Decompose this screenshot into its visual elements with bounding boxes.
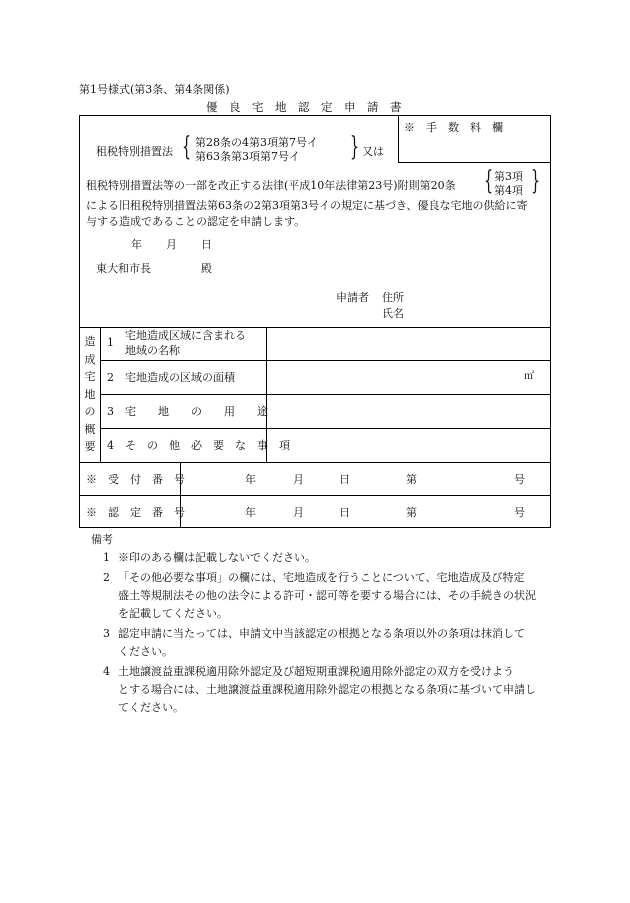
note-4-line2: とする場合には、土地譲渡益重課税適用除外認定の根拠となる条項に基づいて申請し: [118, 683, 536, 696]
note-4-line1: 土地譲渡益重課税適用除外認定及び超短期重課税適用除外認定の双方を受けよう: [118, 665, 514, 678]
row-1-label-line1: 宅地造成区域に含まれる: [125, 329, 246, 342]
row-1-label-line2: 地域の名称: [125, 344, 180, 357]
area-field[interactable]: [267, 361, 550, 393]
body-line-1: 租税特別措置法等の一部を改正する法律(平成10年法律第23号)附則第20条: [86, 179, 456, 192]
form-number: 第1号様式(第3条、第4条関係): [79, 83, 230, 96]
row-3-number: 3: [107, 405, 114, 418]
note-2-line3: を記載してください。: [118, 607, 228, 620]
law-name: 租税特別措置法: [96, 145, 173, 158]
date-month-label: 月: [166, 238, 177, 251]
body-line-3: 与する造成であることの認定を申請します。: [86, 215, 306, 228]
receipt-row-divider: [79, 495, 551, 496]
land-use-field[interactable]: [267, 395, 550, 427]
reception-number-label: ※ 受 付 番 号: [86, 473, 185, 486]
right-brace-2: }: [531, 166, 541, 196]
addressee: 東大和市長: [96, 262, 151, 275]
area-unit: ㎡: [524, 371, 534, 382]
left-brace: {: [182, 132, 192, 162]
note-1-number: 1: [103, 551, 110, 564]
date-day-label: 日: [201, 238, 212, 251]
fee-box-left-border: [398, 115, 399, 162]
fee-label: ※ 手 数 料 欄: [404, 121, 503, 134]
reception-dai: 第: [406, 473, 417, 486]
law-options: [195, 136, 318, 164]
left-brace-2: {: [484, 166, 494, 196]
note-3-number: 3: [103, 627, 110, 640]
clause-options: [494, 170, 523, 198]
row-3-label: 宅 地 の 用 途: [125, 405, 268, 418]
row-4-number: 4: [107, 439, 114, 452]
certification-year: 年: [245, 506, 256, 519]
row-4-label: そ の 他 必 要 な 事 項: [125, 439, 290, 452]
reception-day: 日: [339, 473, 350, 486]
clause-option-b: 第4項: [494, 184, 523, 197]
note-3-line2: ください。: [118, 645, 173, 658]
row-1-number: 1: [107, 336, 114, 349]
reception-go: 号: [514, 473, 525, 486]
date-year-label: 年: [131, 238, 142, 251]
overview-bottom-border: [79, 462, 551, 463]
certification-go: 号: [514, 506, 525, 519]
right-brace: }: [350, 132, 360, 162]
law-option-1: 第28条の4第3項第7号イ: [195, 136, 318, 149]
row-2-number: 2: [107, 371, 114, 384]
other-matters-field[interactable]: [267, 429, 550, 461]
certification-day: 日: [339, 506, 350, 519]
reception-month: 月: [293, 473, 304, 486]
reception-year: 年: [245, 473, 256, 486]
or-text: 又は: [362, 145, 384, 158]
honorific: 殿: [201, 262, 212, 275]
address-label: 住所: [382, 291, 404, 304]
applicant-label: 申請者: [336, 291, 369, 304]
law-option-2: 第63条第3項第7号イ: [195, 150, 300, 163]
certification-month: 月: [293, 506, 304, 519]
fee-box-bottom-border: [398, 162, 551, 163]
row-2-label: 宅地造成の区域の面積: [125, 371, 235, 384]
body-line-2: による旧租税特別措置法第63条の2第3項第3号イの規定に基づき、優良な宅地の供給に寄: [86, 199, 528, 212]
note-1-line1: ※印のある欄は記載しないでください。: [118, 551, 316, 564]
region-name-field[interactable]: [267, 328, 550, 359]
application-form-table: [79, 115, 551, 528]
name-label: 氏名: [382, 307, 404, 320]
note-2-line2: 盛土等規制法その他の法令による許可・認可等を要する場合には、その手続きの状況: [118, 589, 536, 602]
overview-side-label: 造 成 宅 地 の 概 要: [84, 335, 96, 453]
note-4-line3: てください。: [118, 701, 184, 714]
form-title: 優 良 宅 地 認 定 申 請 書: [206, 100, 402, 114]
note-3-line1: 認定申請に当たっては、申請文中当該認定の根拠となる条項以外の条項は抹消して: [118, 627, 525, 640]
note-4-number: 4: [103, 665, 110, 678]
note-2-line1: 「その他必要な事項」の欄には、宅地造成を行うことについて、宅地造成及び特定: [118, 571, 525, 584]
certification-number-label: ※ 認 定 番 号: [86, 506, 185, 519]
clause-option-a: 第3項: [494, 170, 523, 183]
note-2-number: 2: [103, 571, 110, 584]
certification-dai: 第: [406, 506, 417, 519]
notes-heading: 備考: [91, 533, 113, 546]
